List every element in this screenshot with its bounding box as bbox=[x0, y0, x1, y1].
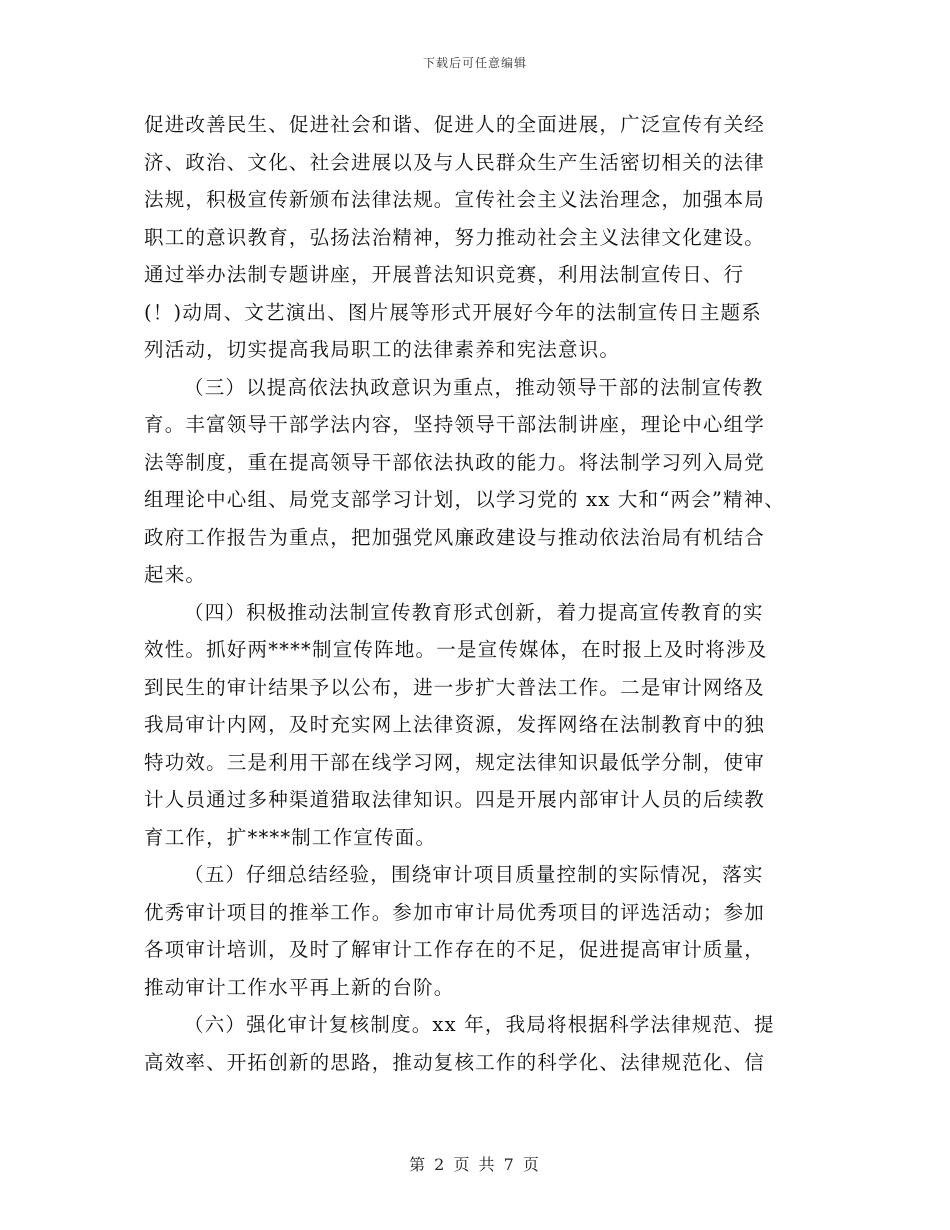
paragraph-start-line: （五）仔细总结经验，围绕审计项目质量控制的实际情况，落实 bbox=[184, 863, 764, 886]
text-line: 效性。抓好两****制宣传阵地。一是宣传媒体，在时报上及时将涉及 bbox=[144, 638, 768, 661]
text-line: 到民生的审计结果予以公布，进一步扩大普法工作。二是审计网络及 bbox=[144, 675, 766, 699]
text-line: 组理论中心组、局党支部学习计划，以学习党的 xx 大和“两会”精神、 bbox=[144, 488, 786, 511]
page-number-footer: 第 2 页 共 7 页 bbox=[409, 1155, 541, 1174]
text-line: 特功效。三是利用干部在线学习网，规定法律知识最低学分制，使审 bbox=[144, 750, 766, 774]
document-body bbox=[144, 106, 824, 1081]
text-line: 优秀审计项目的推举工作。参加市审计局优秀项目的评选活动；参加 bbox=[144, 900, 766, 924]
text-line: 列活动，切实提高我局职工的法律素养和宪法意识。 bbox=[144, 338, 621, 361]
text-line: 法等制度，重在提高领导干部依法执政的能力。将法制学习列入局党 bbox=[144, 450, 766, 474]
text-line: 法规，积极宣传新颁布法律法规。宣传社会主义法治理念，加强本局 bbox=[144, 188, 766, 211]
text-line: 政府工作报告为重点，把加强党风廉政建设与推动依法治局有机结合 bbox=[144, 525, 766, 549]
page-header: 下载后可任意编辑 bbox=[422, 56, 527, 70]
text-line: 起来。 bbox=[144, 563, 207, 586]
paragraph-start-line: （三）以提高依法执政意识为重点，推动领导干部的法制宣传教 bbox=[184, 375, 764, 399]
text-line: 我局审计内网，及时充实网上法律资源，发挥网络在法制教育中的独 bbox=[144, 713, 766, 736]
text-line: 计人员通过多种渠道猎取法律知识。四是开展内部审计人员的后续教 bbox=[144, 788, 766, 811]
text-line: 推动审计工作水平再上新的台阶。 bbox=[144, 975, 455, 999]
paragraph-start-line: （六）强化审计复核制度。xx 年，我局将根据科学法律规范、提 bbox=[184, 1013, 775, 1036]
text-line: 职工的意识教育，弘扬法治精神，努力推动社会主义法律文化建设。 bbox=[144, 225, 766, 249]
text-line: (！)动周、文艺演出、图片展等形式开展好今年的法制宣传日主题系 bbox=[144, 300, 762, 324]
text-line: 促进改善民生、促进社会和谐、促进人的全面进展，广泛宣传有关经 bbox=[144, 113, 766, 136]
text-line: 高效率、开拓创新的思路，推动复核工作的科学化、法律规范化、信 bbox=[144, 1050, 766, 1074]
text-line: 育。丰富领导干部学法内容，坚持领导干部法制讲座，理论中心组学 bbox=[144, 413, 766, 436]
paragraph-start-line: （四）积极推动法制宣传教育形式创新，着力提高宣传教育的实 bbox=[184, 600, 764, 624]
text-line: 济、政治、文化、社会进展以及与人民群众生产生活密切相关的法律 bbox=[144, 150, 766, 174]
text-line: 通过举办法制专题讲座，开展普法知识竞赛，利用法制宣传日、行 bbox=[144, 263, 745, 286]
text-line: 育工作，扩****制工作宣传面。 bbox=[144, 825, 437, 849]
text-line: 各项审计培训，及时了解审计工作存在的不足，促进提高审计质量， bbox=[144, 938, 766, 961]
